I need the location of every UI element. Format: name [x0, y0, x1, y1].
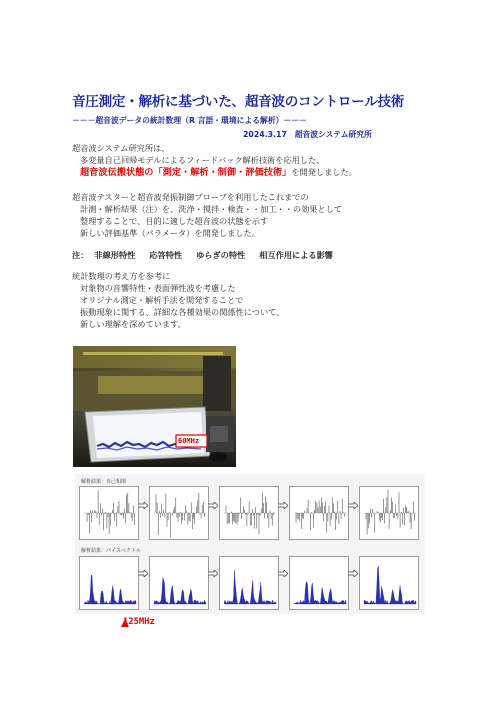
stat-line-2: 対象物の音響特性・表面弾性波を考慮した	[80, 283, 236, 294]
note-line	[72, 250, 347, 261]
bispectrum-label: 解析結果：パイスペクトル	[81, 548, 141, 554]
note-item: 相互作用による影響	[259, 250, 333, 260]
note-prefix: 注：	[72, 250, 89, 260]
stat-line-1: 統計数理の考え方を参考に	[72, 271, 171, 281]
bispectrum-plot	[149, 556, 209, 610]
note-item: ゆらぎの特性	[196, 250, 246, 260]
note-item: 応答特性	[149, 250, 183, 260]
autocorrelation-label: 解析結果：自己相関	[81, 479, 127, 485]
next-arrow-icon	[138, 562, 148, 569]
bispectrum-plot	[219, 556, 279, 610]
intro-paragraph	[72, 142, 357, 179]
photo-label: 60MHz	[178, 437, 200, 445]
frequency-label: 125MHz	[123, 617, 155, 627]
date-and-author: 2024.3.17 超音波システム研究所	[243, 130, 372, 139]
autocorrelation-plot	[149, 486, 209, 540]
dev-line-4: 新しい評価基準（パラメータ）を開発しました。	[80, 228, 260, 239]
stat-line-5: 新しい理解を深めています。	[80, 319, 186, 330]
bispectrum-plot	[289, 556, 349, 610]
bispectrum-plot	[359, 556, 419, 610]
dev-line-1: 超音波テスターと超音波発振制御プローブを利用したこれまでの	[72, 192, 309, 202]
next-arrow-icon	[278, 494, 288, 501]
next-arrow-icon	[208, 494, 218, 501]
autocorrelation-plot	[79, 486, 139, 540]
autocorrelation-plot	[219, 486, 279, 540]
page-subtitle: －－－超音波データの統計数理（R 言語・環境による解析）－－－	[72, 116, 307, 125]
note-item: 非線形特性	[94, 250, 136, 260]
page-title: 音圧測定・解析に基づいた、超音波のコントロール技術	[72, 94, 405, 110]
dev-line-3: 整理することで、目的に適した超音波の状態を示す	[80, 216, 269, 227]
autocorrelation-plot	[289, 486, 349, 540]
next-arrow-icon	[348, 494, 358, 501]
intro-highlight: 超音波伝搬状態の「測定・解析・制御・評価技術」	[80, 167, 292, 179]
next-arrow-icon	[208, 562, 218, 569]
development-paragraph	[72, 191, 342, 239]
intro-line-1: 超音波システム研究所は、	[72, 143, 170, 153]
next-arrow-icon	[348, 562, 358, 569]
intro-line-3-suffix: を開発しました。	[291, 167, 357, 178]
bispectrum-plot	[79, 556, 139, 610]
intro-line-3	[72, 166, 357, 179]
measurement-photo	[73, 346, 236, 467]
analysis-figure	[75, 474, 425, 614]
stat-line-3: オリジナル測定・解析手法を開発することで	[80, 295, 244, 306]
intro-line-2: 多変量自己回帰モデルによるフィードバック解析技術を応用した、	[80, 155, 325, 166]
autocorrelation-plot	[359, 486, 419, 540]
next-arrow-icon	[278, 562, 288, 569]
dev-line-2: 計測・解析結果（注）を、洗浄・撹拌・検査・・加工・・の効果として	[80, 204, 343, 215]
statistics-paragraph	[72, 270, 284, 330]
stat-line-4: 振動現象に関する、詳細な各種効果の関係性について、	[80, 307, 285, 318]
next-arrow-icon	[138, 494, 148, 501]
